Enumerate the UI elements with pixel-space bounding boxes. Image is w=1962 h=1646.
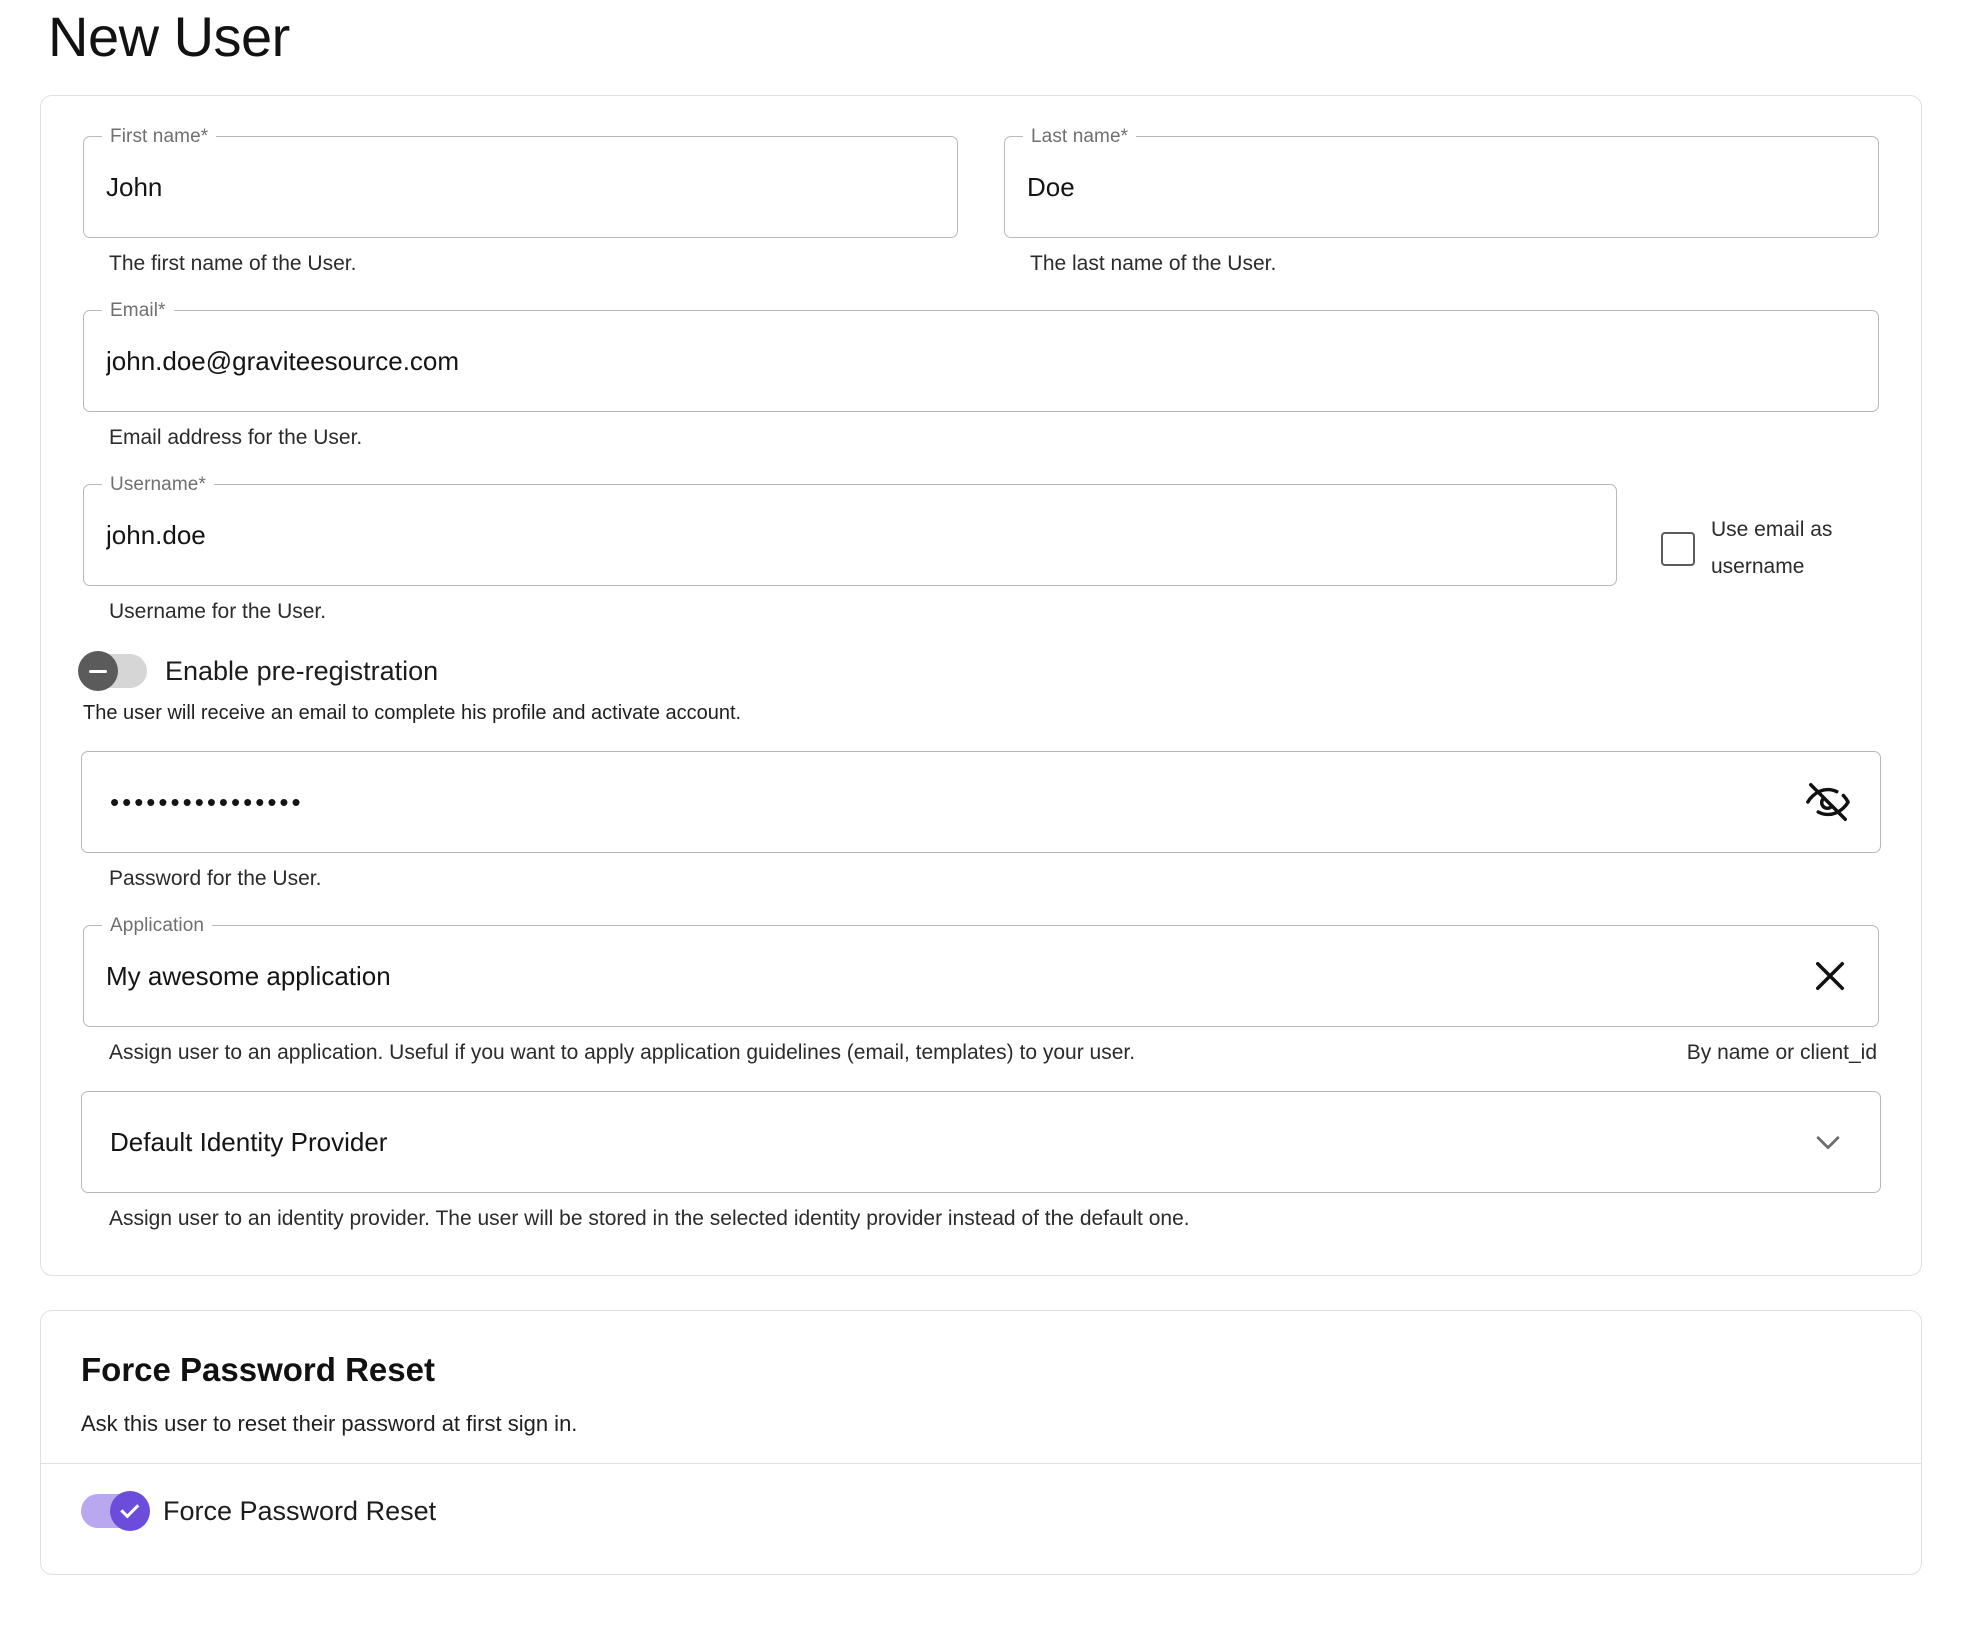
application-hint: Assign user to an application. Useful if you want to apply application guidelines (email, templates) to your user. xyxy=(109,1041,1136,1064)
identity-provider-value[interactable]: Default Identity Provider xyxy=(110,1126,388,1157)
force-password-reset-toggle-label: Force Password Reset xyxy=(163,1495,437,1526)
force-password-reset-description: Ask this user to reset their password at first sign in. xyxy=(81,1411,578,1436)
section-divider xyxy=(41,1463,1921,1464)
pre-registration-toggle-row[interactable] xyxy=(81,654,1881,688)
first-name-group xyxy=(81,126,960,276)
pre-registration-toggle[interactable] xyxy=(81,654,147,688)
username-field[interactable] xyxy=(83,474,1617,586)
email-group xyxy=(81,300,1881,450)
email-label: Email* xyxy=(102,300,174,322)
last-name-group xyxy=(1002,126,1881,276)
force-password-reset-toggle-row[interactable] xyxy=(81,1494,1881,1528)
force-password-reset-card xyxy=(40,1310,1922,1575)
username-group xyxy=(81,474,1619,624)
first-name-input[interactable]: John xyxy=(106,171,163,202)
application-group xyxy=(81,915,1881,1065)
toggle-knob xyxy=(110,1491,150,1531)
email-input[interactable]: john.doe@graviteesource.com xyxy=(106,345,460,376)
identity-provider-hint: Assign user to an identity provider. The user will be stored in the selected identity provider instead of the default one. xyxy=(109,1207,1190,1230)
application-label: Application xyxy=(102,915,212,937)
application-hint-right: By name or client_id xyxy=(1686,1041,1877,1064)
email-hint: Email address for the User. xyxy=(109,426,363,449)
last-name-hint: The last name of the User. xyxy=(1030,252,1277,275)
name-row xyxy=(81,126,1881,276)
chevron-down-icon[interactable] xyxy=(1802,1116,1854,1168)
password-group xyxy=(81,751,1881,891)
username-input[interactable]: john.doe xyxy=(106,519,206,550)
close-icon[interactable] xyxy=(1804,950,1856,1002)
identity-provider-group xyxy=(81,1091,1881,1231)
password-input[interactable]: •••••••••••••••• xyxy=(110,786,304,817)
page-title: New User xyxy=(48,5,290,68)
last-name-input[interactable]: Doe xyxy=(1027,171,1075,202)
password-hint: Password for the User. xyxy=(109,867,322,890)
username-label: Username* xyxy=(102,474,214,496)
username-row xyxy=(81,474,1881,624)
use-email-as-username-checkbox[interactable] xyxy=(1661,532,1695,566)
password-field[interactable] xyxy=(81,751,1881,853)
application-footer xyxy=(81,1041,1881,1065)
use-email-as-username-group[interactable] xyxy=(1661,484,1881,586)
first-name-hint: The first name of the User. xyxy=(109,252,357,275)
use-email-as-username-label: Use email as username xyxy=(1711,518,1833,578)
email-field[interactable] xyxy=(83,300,1879,412)
toggle-knob xyxy=(78,651,118,691)
identity-provider-select[interactable] xyxy=(81,1091,1881,1193)
first-name-label: First name* xyxy=(102,126,216,148)
pre-registration-hint: The user will receive an email to complete his profile and activate account. xyxy=(83,702,742,724)
username-hint: Username for the User. xyxy=(109,600,327,623)
new-user-page xyxy=(0,4,1962,1575)
eye-off-icon[interactable] xyxy=(1802,776,1854,828)
application-field[interactable] xyxy=(83,915,1879,1027)
application-input[interactable]: My awesome application xyxy=(106,960,391,991)
first-name-field[interactable] xyxy=(83,126,958,238)
pre-registration-label: Enable pre-registration xyxy=(165,655,439,686)
last-name-label: Last name* xyxy=(1023,126,1136,148)
force-password-reset-title: Force Password Reset xyxy=(81,1351,435,1388)
last-name-field[interactable] xyxy=(1004,126,1879,238)
user-details-card xyxy=(40,95,1922,1276)
force-password-reset-toggle[interactable] xyxy=(81,1494,147,1528)
